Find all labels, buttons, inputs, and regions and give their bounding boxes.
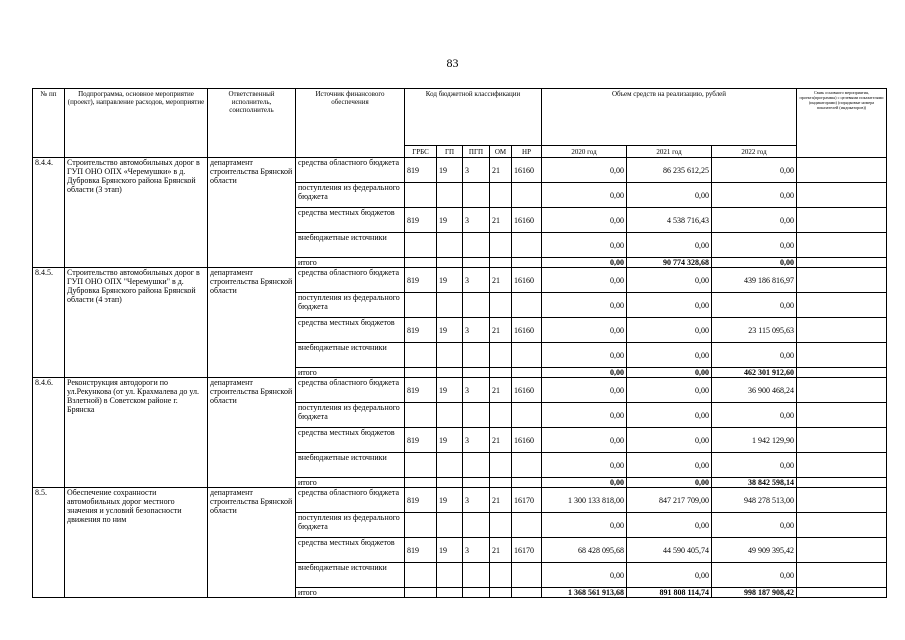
- table-row: [33, 158, 887, 183]
- code-grbs: [405, 293, 437, 318]
- financing-table: [32, 88, 887, 598]
- indicator-link: [797, 488, 887, 513]
- amount-y2022: 0,00: [712, 208, 797, 233]
- funding-source: внебюджетные источники: [296, 233, 405, 258]
- code-grbs: 819: [405, 488, 437, 513]
- code-om: [490, 453, 512, 478]
- header-link: Связь основного мероприятия, проекта(программы) с целевыми показателями (индикаторами) (порядковые номера показателей (индикаторов)): [797, 89, 887, 158]
- header-program: Подпрограмма, основное мероприятие (проект), направление расходов, мероприятие: [65, 89, 208, 158]
- code-gp: 19: [437, 158, 463, 183]
- code-om: [490, 233, 512, 258]
- code-pgp: 3: [463, 378, 490, 403]
- code-gp: [437, 233, 463, 258]
- code-pgp: 3: [463, 538, 490, 563]
- empty-cell: [490, 478, 512, 488]
- amount-y2022: 0,00: [712, 233, 797, 258]
- amount-y2022: 0,00: [712, 183, 797, 208]
- empty-cell: [437, 368, 463, 378]
- header-kbk: Код бюджетной классификации: [405, 89, 542, 146]
- code-pgp: [463, 403, 490, 428]
- amount-y2021: 0,00: [627, 268, 712, 293]
- header-np: НР: [512, 146, 542, 158]
- total-y2021: 0,00: [627, 368, 712, 378]
- funding-source: средства областного бюджета: [296, 158, 405, 183]
- item-name: Обеспечение сохранности автомобильных дорог местного значения и условий безопасности движения по ним: [65, 488, 208, 598]
- header-y2021: 2021 год: [627, 146, 712, 158]
- item-number: 8.5.: [33, 488, 65, 598]
- code-pgp: [463, 233, 490, 258]
- code-gp: [437, 403, 463, 428]
- header-no: № пп: [33, 89, 65, 158]
- empty-cell: [405, 368, 437, 378]
- header-gp: ГП: [437, 146, 463, 158]
- amount-y2022: 439 186 816,97: [712, 268, 797, 293]
- header-sources: Источник финансового обеспечения: [296, 89, 405, 158]
- code-np: [512, 453, 542, 478]
- funding-source: поступления из федерального бюджета: [296, 403, 405, 428]
- code-pgp: [463, 563, 490, 588]
- funding-source: внебюджетные источники: [296, 563, 405, 588]
- table-row: [33, 378, 887, 403]
- amount-y2022: 948 278 513,00: [712, 488, 797, 513]
- empty-cell: [437, 588, 463, 598]
- code-om: 21: [490, 318, 512, 343]
- funding-source: средства местных бюджетов: [296, 318, 405, 343]
- amount-y2022: 0,00: [712, 343, 797, 368]
- indicator-link: [797, 378, 887, 403]
- amount-y2021: 847 217 709,00: [627, 488, 712, 513]
- amount-y2022: 0,00: [712, 403, 797, 428]
- indicator-link: [797, 563, 887, 588]
- code-np: 16160: [512, 158, 542, 183]
- total-label: итого: [296, 478, 405, 488]
- funding-source: поступления из федерального бюджета: [296, 183, 405, 208]
- indicator-link: [797, 293, 887, 318]
- code-om: 21: [490, 428, 512, 453]
- amount-y2020: 0,00: [542, 208, 627, 233]
- empty-cell: [512, 588, 542, 598]
- item-executor: департамент строительства Брянской области: [208, 378, 296, 488]
- code-grbs: 819: [405, 158, 437, 183]
- item-executor: департамент строительства Брянской области: [208, 268, 296, 378]
- empty-cell: [490, 368, 512, 378]
- total-y2022: 998 187 908,42: [712, 588, 797, 598]
- code-om: 21: [490, 538, 512, 563]
- amount-y2020: 0,00: [542, 268, 627, 293]
- amount-y2020: 0,00: [542, 453, 627, 478]
- amount-y2021: 0,00: [627, 233, 712, 258]
- amount-y2022: 0,00: [712, 513, 797, 538]
- code-pgp: [463, 343, 490, 368]
- table-row: [33, 488, 887, 513]
- header-pgp: ПГП: [463, 146, 490, 158]
- code-grbs: [405, 343, 437, 368]
- amount-y2020: 0,00: [542, 563, 627, 588]
- empty-cell: [437, 478, 463, 488]
- code-gp: 19: [437, 268, 463, 293]
- page-number: 83: [446, 56, 459, 70]
- funding-source: средства местных бюджетов: [296, 428, 405, 453]
- code-np: 16160: [512, 378, 542, 403]
- code-gp: [437, 563, 463, 588]
- empty-cell: [463, 368, 490, 378]
- amount-y2020: 0,00: [542, 428, 627, 453]
- code-grbs: [405, 513, 437, 538]
- amount-y2022: 0,00: [712, 563, 797, 588]
- code-np: [512, 183, 542, 208]
- total-y2022: 462 301 912,60: [712, 368, 797, 378]
- code-np: 16160: [512, 318, 542, 343]
- item-executor: департамент строительства Брянской области: [208, 158, 296, 268]
- indicator-link: [797, 428, 887, 453]
- code-om: 21: [490, 378, 512, 403]
- amount-y2022: 36 900 468,24: [712, 378, 797, 403]
- amount-y2022: 1 942 129,90: [712, 428, 797, 453]
- indicator-link: [797, 208, 887, 233]
- code-grbs: 819: [405, 378, 437, 403]
- indicator-link: [797, 513, 887, 538]
- code-om: [490, 563, 512, 588]
- code-pgp: 3: [463, 428, 490, 453]
- code-om: 21: [490, 268, 512, 293]
- amount-y2021: 0,00: [627, 428, 712, 453]
- total-label: итого: [296, 368, 405, 378]
- code-gp: [437, 183, 463, 208]
- item-number: 8.4.6.: [33, 378, 65, 488]
- funding-source: средства местных бюджетов: [296, 538, 405, 563]
- code-grbs: [405, 183, 437, 208]
- code-grbs: 819: [405, 208, 437, 233]
- item-number: 8.4.4.: [33, 158, 65, 268]
- code-np: 16160: [512, 428, 542, 453]
- code-pgp: [463, 453, 490, 478]
- header-y2022: 2022 год: [712, 146, 797, 158]
- table-row: [33, 268, 887, 293]
- amount-y2021: 0,00: [627, 453, 712, 478]
- code-np: [512, 233, 542, 258]
- code-gp: [437, 513, 463, 538]
- indicator-link: [797, 258, 887, 268]
- empty-cell: [437, 258, 463, 268]
- header-y2020: 2020 год: [542, 146, 627, 158]
- amount-y2022: 23 115 095,63: [712, 318, 797, 343]
- amount-y2020: 1 300 133 818,00: [542, 488, 627, 513]
- amount-y2021: 0,00: [627, 513, 712, 538]
- amount-y2021: 0,00: [627, 318, 712, 343]
- indicator-link: [797, 588, 887, 598]
- empty-cell: [405, 258, 437, 268]
- empty-cell: [463, 588, 490, 598]
- total-y2022: 0,00: [712, 258, 797, 268]
- empty-cell: [512, 258, 542, 268]
- code-np: 16170: [512, 488, 542, 513]
- amount-y2020: 0,00: [542, 343, 627, 368]
- code-grbs: 819: [405, 268, 437, 293]
- total-y2020: 0,00: [542, 478, 627, 488]
- code-pgp: [463, 293, 490, 318]
- amount-y2022: 49 909 395,42: [712, 538, 797, 563]
- empty-cell: [512, 478, 542, 488]
- funding-source: средства областного бюджета: [296, 268, 405, 293]
- item-executor: департамент строительства Брянской области: [208, 488, 296, 598]
- amount-y2021: 0,00: [627, 343, 712, 368]
- code-grbs: 819: [405, 538, 437, 563]
- amount-y2021: 86 235 612,25: [627, 158, 712, 183]
- code-pgp: 3: [463, 158, 490, 183]
- indicator-link: [797, 343, 887, 368]
- code-np: [512, 293, 542, 318]
- indicator-link: [797, 478, 887, 488]
- code-np: 16160: [512, 268, 542, 293]
- code-np: [512, 563, 542, 588]
- amount-y2020: 0,00: [542, 293, 627, 318]
- indicator-link: [797, 318, 887, 343]
- code-gp: 19: [437, 378, 463, 403]
- amount-y2021: 0,00: [627, 183, 712, 208]
- amount-y2021: 0,00: [627, 293, 712, 318]
- total-y2021: 0,00: [627, 478, 712, 488]
- indicator-link: [797, 368, 887, 378]
- amount-y2020: 0,00: [542, 318, 627, 343]
- funding-source: внебюджетные источники: [296, 343, 405, 368]
- code-gp: 19: [437, 538, 463, 563]
- indicator-link: [797, 233, 887, 258]
- code-grbs: 819: [405, 318, 437, 343]
- code-pgp: 3: [463, 488, 490, 513]
- empty-cell: [405, 588, 437, 598]
- empty-cell: [463, 258, 490, 268]
- amount-y2022: 0,00: [712, 293, 797, 318]
- code-gp: [437, 453, 463, 478]
- code-np: 16170: [512, 538, 542, 563]
- code-gp: 19: [437, 318, 463, 343]
- funding-source: средства областного бюджета: [296, 378, 405, 403]
- amount-y2020: 0,00: [542, 183, 627, 208]
- total-y2021: 90 774 328,68: [627, 258, 712, 268]
- total-y2020: 1 368 561 913,68: [542, 588, 627, 598]
- item-name: Строительство автомобильных дорог в ГУП ОНО ОПХ «Черемушки» в д. Дубровка Брянского района Брянской области (3 этап): [65, 158, 208, 268]
- code-pgp: [463, 513, 490, 538]
- amount-y2021: 0,00: [627, 403, 712, 428]
- code-grbs: 819: [405, 428, 437, 453]
- indicator-link: [797, 268, 887, 293]
- code-pgp: 3: [463, 208, 490, 233]
- total-y2022: 38 842 598,14: [712, 478, 797, 488]
- code-om: [490, 403, 512, 428]
- funding-source: средства областного бюджета: [296, 488, 405, 513]
- code-gp: 19: [437, 488, 463, 513]
- header-om: ОМ: [490, 146, 512, 158]
- amount-y2022: 0,00: [712, 453, 797, 478]
- code-gp: [437, 343, 463, 368]
- indicator-link: [797, 403, 887, 428]
- empty-cell: [463, 478, 490, 488]
- amount-y2021: 44 590 405,74: [627, 538, 712, 563]
- code-om: 21: [490, 208, 512, 233]
- code-om: 21: [490, 488, 512, 513]
- code-np: [512, 403, 542, 428]
- empty-cell: [512, 368, 542, 378]
- header-volume: Объем средств на реализацию, рублей: [542, 89, 797, 146]
- item-number: 8.4.5.: [33, 268, 65, 378]
- code-gp: [437, 293, 463, 318]
- code-np: 16160: [512, 208, 542, 233]
- total-y2020: 0,00: [542, 368, 627, 378]
- amount-y2021: 4 538 716,43: [627, 208, 712, 233]
- header-executor: Ответственный исполнитель, соисполнитель: [208, 89, 296, 158]
- funding-source: внебюджетные источники: [296, 453, 405, 478]
- amount-y2021: 0,00: [627, 378, 712, 403]
- code-grbs: [405, 453, 437, 478]
- code-np: [512, 513, 542, 538]
- item-name: Реконструкция автодороги по ул.Рекункова (от ул. Крахмалева до ул. Взлетной) в Советском районе г. Брянска: [65, 378, 208, 488]
- amount-y2020: 68 428 095,68: [542, 538, 627, 563]
- header-grbs: ГРБС: [405, 146, 437, 158]
- amount-y2020: 0,00: [542, 378, 627, 403]
- code-om: [490, 343, 512, 368]
- code-grbs: [405, 403, 437, 428]
- indicator-link: [797, 453, 887, 478]
- total-label: итого: [296, 258, 405, 268]
- code-om: 21: [490, 158, 512, 183]
- amount-y2020: 0,00: [542, 158, 627, 183]
- empty-cell: [405, 478, 437, 488]
- code-pgp: [463, 183, 490, 208]
- code-gp: 19: [437, 428, 463, 453]
- funding-source: поступления из федерального бюджета: [296, 293, 405, 318]
- code-pgp: 3: [463, 318, 490, 343]
- code-om: [490, 293, 512, 318]
- code-grbs: [405, 233, 437, 258]
- amount-y2022: 0,00: [712, 158, 797, 183]
- amount-y2021: 0,00: [627, 563, 712, 588]
- amount-y2020: 0,00: [542, 233, 627, 258]
- empty-cell: [490, 588, 512, 598]
- code-om: [490, 183, 512, 208]
- total-y2021: 891 808 114,74: [627, 588, 712, 598]
- code-om: [490, 513, 512, 538]
- funding-source: поступления из федерального бюджета: [296, 513, 405, 538]
- indicator-link: [797, 538, 887, 563]
- empty-cell: [490, 258, 512, 268]
- code-gp: 19: [437, 208, 463, 233]
- funding-source: средства местных бюджетов: [296, 208, 405, 233]
- total-y2020: 0,00: [542, 258, 627, 268]
- code-np: [512, 343, 542, 368]
- amount-y2020: 0,00: [542, 403, 627, 428]
- indicator-link: [797, 183, 887, 208]
- amount-y2020: 0,00: [542, 513, 627, 538]
- code-grbs: [405, 563, 437, 588]
- indicator-link: [797, 158, 887, 183]
- code-pgp: 3: [463, 268, 490, 293]
- item-name: Строительство автомобильных дорог в ГУП ОНО ОПХ "Черемушки" в д. Дубровка Брянского района Брянской области (4 этап): [65, 268, 208, 378]
- total-label: итого: [296, 588, 405, 598]
